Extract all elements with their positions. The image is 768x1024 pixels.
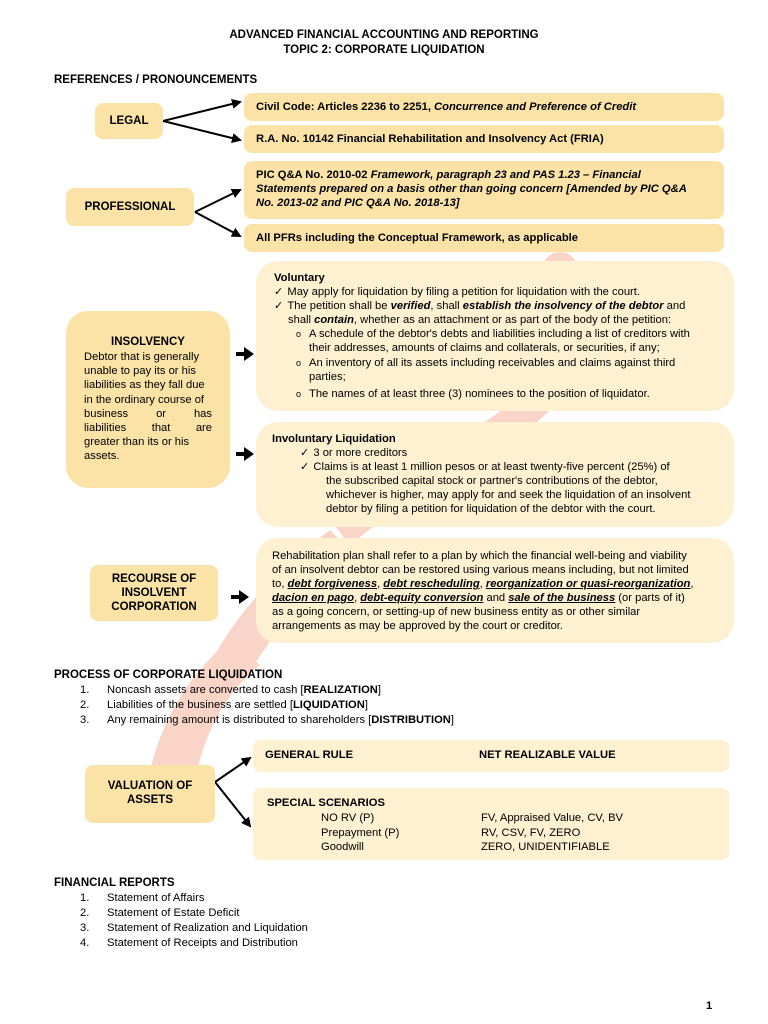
scenario-value: RV, CSV, FV, ZERO	[481, 826, 581, 839]
list-item: 1. Statement of Affairs	[80, 892, 205, 904]
civil-code-text: Civil Code: Articles 2236 to 2251,	[256, 101, 435, 113]
recourse-label-box	[90, 565, 218, 621]
def-line: in the ordinary course of	[84, 393, 205, 406]
voluntary-sub-1-cont: their addresses, amounts of claims and collaterals, or securities, if any;	[309, 342, 660, 354]
references-heading: REFERENCES / PRONOUNCEMENTS	[54, 74, 258, 86]
scenario-item: Prepayment (P)	[321, 826, 400, 839]
list-item: 3. Statement of Realization and Liquidation	[80, 922, 308, 934]
voluntary-check-2: ✓ The petition shall be verified, shall establish the insolvency of the debtor and	[274, 299, 724, 313]
pic-qa-line2: Statements prepared on a basis other than going concern [Amended by PIC Q&A	[256, 183, 687, 195]
recourse-label: CORPORATION	[111, 601, 197, 613]
legal-label-box	[95, 103, 163, 139]
scenario-left-col	[321, 811, 399, 855]
voluntary-check-2-cont: shall contain, whether as an attachment or as part of the body of the petition:	[288, 314, 672, 326]
voluntary-sub-2-cont: parties;	[309, 371, 346, 383]
def-line: liabilities as they fall due	[84, 379, 205, 392]
voluntary-sub-2: o An inventory of all its assets including receivables and claims against third	[296, 356, 724, 370]
pfrs-text: All PFRs including the Conceptual Framework, as applicable	[256, 232, 579, 244]
valuation-label-box	[85, 765, 215, 823]
def-line: Debtor that is generally	[84, 351, 200, 363]
legal-item-fria	[244, 125, 724, 153]
def-line: assets.	[84, 450, 120, 463]
def-line: unable to pay its or his	[84, 365, 196, 378]
civil-code-title: Concurrence and Preference of Credit	[434, 101, 637, 113]
involuntary-box	[256, 422, 734, 527]
page-number: 1	[706, 1000, 713, 1012]
general-rule-box	[253, 740, 729, 772]
valuation-label: ASSETS	[126, 794, 173, 806]
reports-list	[80, 891, 308, 951]
special-scenarios-label: SPECIAL SCENARIOS	[267, 797, 385, 809]
rehab-line: dacion en pago, debt-equity conversion and sale of the business (or parts of it)	[272, 592, 685, 604]
voluntary-box	[256, 261, 734, 411]
general-rule-label: GENERAL RULE	[265, 749, 354, 761]
list-item: 2. Statement of Estate Deficit	[80, 907, 240, 919]
involuntary-check-2-cont: whichever is higher, may apply for and seek the liquidation of an insolvent	[326, 489, 691, 501]
voluntary-check-1: ✓ May apply for liquidation by filing a petition for liquidation with the court.	[274, 285, 724, 299]
def-line: greater than its or his	[84, 436, 190, 449]
professional-label: PROFESSIONAL	[84, 201, 176, 213]
involuntary-check-2-cont: the subscribed capital stock or partner's contributions of the debtor,	[326, 475, 658, 487]
list-item: 4. Statement of Receipts and Distribution	[80, 937, 298, 949]
rehab-line: arrangements as may be approved by the court or creditor.	[272, 620, 564, 632]
special-scenarios-box	[253, 788, 729, 860]
valuation-label: VALUATION OF	[107, 780, 193, 792]
list-item: 2. Liabilities of the business are settled [LIQUIDATION]	[80, 699, 368, 711]
process-list	[80, 683, 454, 728]
rehabilitation-box	[256, 538, 734, 643]
scenario-right-col	[481, 811, 623, 855]
insolvency-box	[66, 311, 230, 488]
def-line: liabilities that are	[84, 422, 212, 435]
pic-qa-text: PIC Q&A No. 2010-02	[256, 169, 371, 181]
fria-text: R.A. No. 10142 Financial Rehabilitation and Insolvency Act (FRIA)	[256, 133, 604, 145]
pic-qa-framework: Framework, paragraph 23 and PAS 1.23 – Financial	[370, 169, 641, 181]
scenario-value: ZERO, UNIDENTIFIABLE	[481, 841, 610, 853]
involuntary-check-1: ✓ 3 or more creditors	[300, 446, 724, 460]
professional-item-pic	[244, 161, 724, 219]
insolvency-label: INSOLVENCY	[111, 336, 185, 348]
rehab-line: as a going concern, or setting-up of new business entity as or other similar	[272, 606, 641, 618]
involuntary-heading: Involuntary Liquidation	[272, 433, 396, 445]
def-line: business or has	[84, 407, 212, 420]
list-item: 3. Any remaining amount is distributed to shareholders [DISTRIBUTION]	[80, 714, 454, 726]
scenario-item: Goodwill	[321, 841, 364, 853]
recourse-label: RECOURSE OF	[111, 573, 197, 585]
involuntary-check-2-cont: debtor by filing a petition for liquidation of the debtor with the court.	[326, 503, 656, 515]
recourse-label: INSOLVENT	[121, 587, 187, 599]
rehab-line: Rehabilitation plan shall refer to a plan by which the financial well-being and viability	[272, 550, 687, 562]
scenario-item: NO RV (P)	[321, 812, 375, 824]
rehab-line: of an insolvent debtor can be restored using various means including, but not limited	[272, 564, 689, 576]
reports-heading: FINANCIAL REPORTS	[54, 877, 175, 889]
rehab-line: to, debt forgiveness, debt rescheduling, reorganization or quasi-reorganization,	[272, 578, 694, 590]
involuntary-check-2: ✓ Claims is at least 1 million pesos or at least twenty-five percent (25%) of	[300, 460, 724, 474]
document-subtitle: TOPIC 2: CORPORATE LIQUIDATION	[283, 44, 485, 56]
professional-label-box	[66, 188, 194, 226]
voluntary-sub-1: o A schedule of the debtor's debts and liabilities including a list of creditors with	[296, 327, 724, 341]
process-heading: PROCESS OF CORPORATE LIQUIDATION	[54, 669, 283, 681]
insolvency-definition	[84, 350, 212, 464]
nrv-label: NET REALIZABLE VALUE	[479, 749, 616, 761]
pic-qa-line3: No. 2013-02 and PIC Q&A No. 2018-13]	[256, 197, 460, 209]
scenario-value: FV, Appraised Value, CV, BV	[481, 812, 624, 824]
legal-label: LEGAL	[109, 115, 149, 127]
legal-item-civil-code	[244, 93, 724, 121]
voluntary-heading: Voluntary	[274, 272, 325, 284]
voluntary-sub-3: o The names of at least three (3) nominees to the position of liquidator.	[296, 387, 724, 401]
professional-item-pfrs	[244, 224, 724, 252]
list-item: 1. Noncash assets are converted to cash [REALIZATION]	[80, 684, 381, 696]
document-title: ADVANCED FINANCIAL ACCOUNTING AND REPORTING	[229, 29, 539, 41]
